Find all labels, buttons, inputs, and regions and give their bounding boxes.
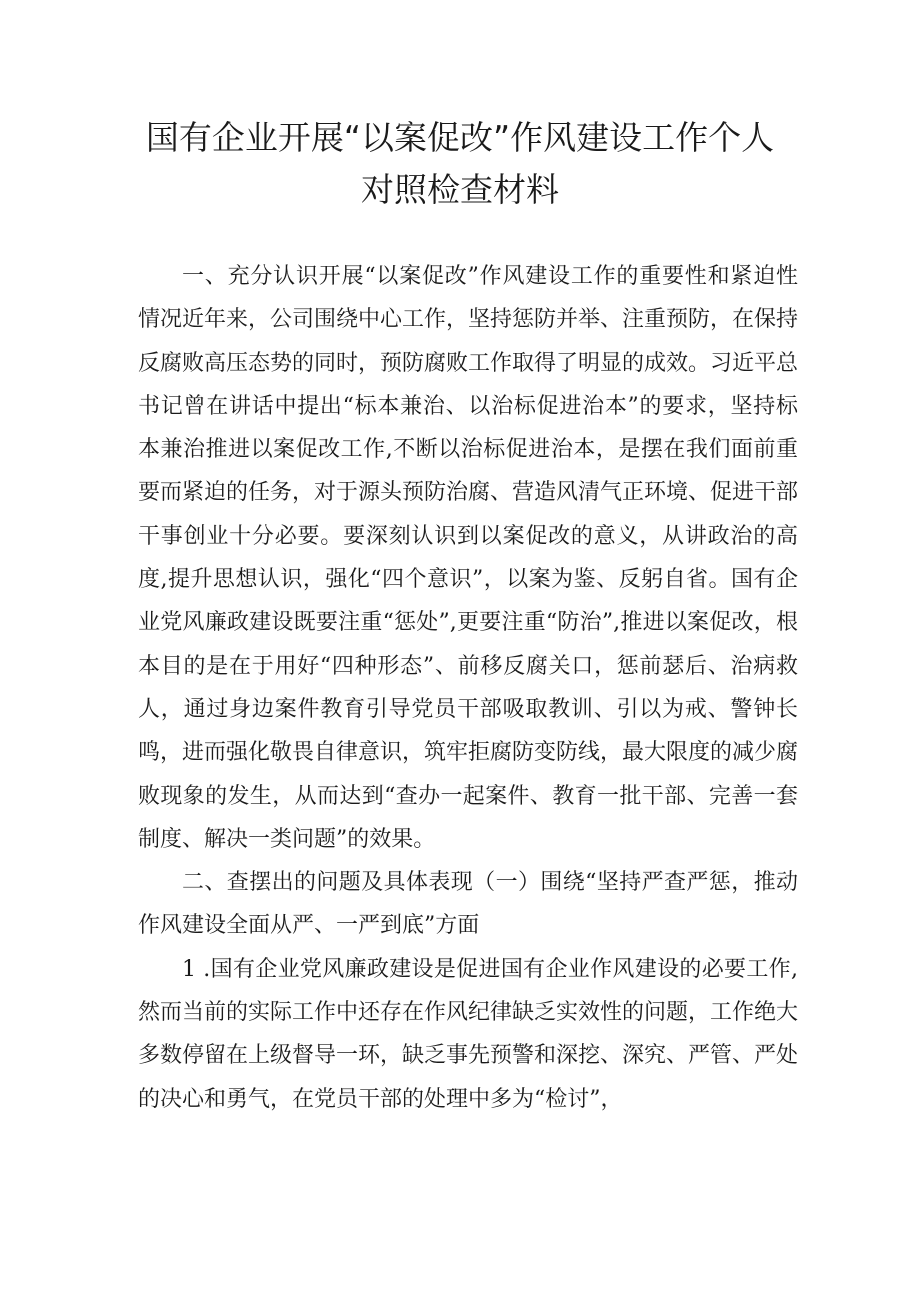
document-title: 国有企业开展“以案促改”作风建设工作个人对照检查材料 [145, 118, 775, 209]
document-body [138, 255, 798, 1121]
paragraph-section-2-heading: 二、查摆出的问题及具体表现（一）围绕“坚持严查严惩，推动作风建设全面从严、一严到底”方面 [138, 870, 798, 939]
paragraph-section-1: 一、充分认识开展“以案促改”作风建设工作的重要性和紧迫性情况近年来，公司围绕中心工作，坚持惩防并举、注重预防，在保持反腐败高压态势的同时，预防腐败工作取得了明显的成效。习近平总书记曾在讲话中提出“标本兼治、以治标促进治本”的要求，坚持标本兼治推进以案促改工作,不断以治标促进治本，是摆在我们面前重要而紧迫的任务，对于源头预防治腐、营造风清气正环境、促进干部干事创业十分必要。要深刻认识到以案促改的意义，从讲政治的高度,提升思想认识，强化“四个意识”，以案为鉴、反躬自省。国有企业党风廉政建设既要注重“惩处”,更要注重“防治”,推进以案促改，根本目的是在于用好“四种形态”、前移反腐关口，惩前瑟后、治病救人，通过身边案件教育引导党员干部吸取教训、引以为戒、警钟长鸣，进而强化敬畏自律意识，筑牢拒腐防变防线，最大限度的减少腐败现象的发生，从而达到“查办一起案件、教育一批干部、完善一套制度、解决一类问题”的效果。 [138, 264, 799, 852]
paragraph-item-1: 1 .国有企业党风廉政建设是促进国有企业作风建设的必要工作,然而当前的实际工作中还存在作风纪律缺乏实效性的问题，工作绝大多数停留在上级督导一环，缺乏事先预警和深挖、深究、严管、严处的决心和勇气，在党员干部的处理中多为“检讨”， [138, 956, 799, 1112]
